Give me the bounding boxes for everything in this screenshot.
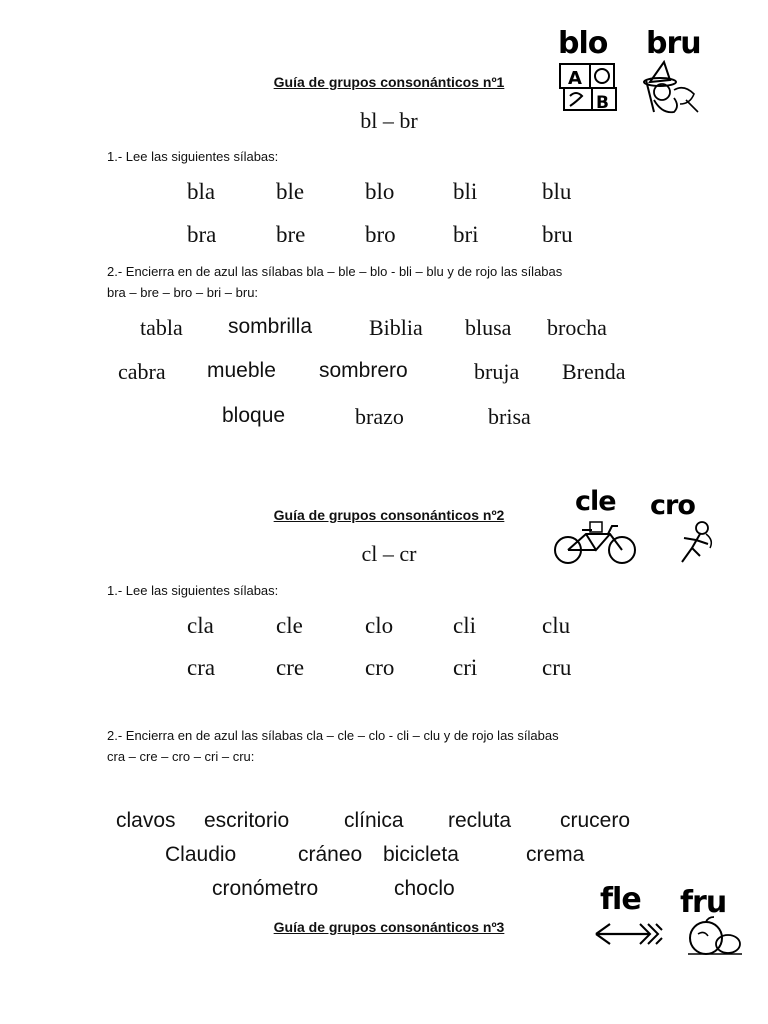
g2-syllable-cli: cli	[453, 613, 476, 638]
guide1-instruction-1: 1.- Lee las siguientes sílabas:	[107, 149, 279, 164]
g1-word-brazo: brazo	[355, 404, 404, 429]
g1-word-brenda: Brenda	[562, 359, 626, 384]
guide1-pair-title: bl – br	[360, 108, 418, 133]
g1-syllable-bru: bru	[542, 222, 573, 247]
guide2-instruction-2-line2: cra – cre – cro – cri – cru:	[107, 749, 255, 764]
g1-word-bloque: bloque	[222, 404, 286, 427]
g2-syllable-cra: cra	[187, 655, 216, 680]
g1-word-cabra: cabra	[118, 359, 166, 384]
g1-syllable-ble: ble	[276, 179, 305, 204]
guide1-heading: Guía de grupos consonánticos nº1	[273, 74, 505, 90]
g2-syllable-cla: cla	[187, 613, 214, 638]
g1-word-brisa: brisa	[488, 404, 531, 429]
guide2-pair-title: cl – cr	[361, 541, 417, 566]
g2-syllable-cre: cre	[276, 655, 305, 680]
g2-syllable-cru: cru	[542, 655, 572, 680]
g1-word-brocha: brocha	[547, 315, 607, 340]
g1-syllable-blo: blo	[365, 179, 395, 204]
g2-syllable-cri: cri	[453, 655, 478, 680]
g2-word-clinica: clínica	[344, 809, 404, 832]
g1-syllable-bro: bro	[365, 222, 396, 247]
guide1-instruction-2-line1: 2.- Encierra en de azul las sílabas bla – ble – blo - bli – blu y de rojo las sílabas	[107, 264, 563, 279]
g2-word-escritorio: escritorio	[204, 809, 290, 832]
g1-syllable-blu: blu	[542, 179, 572, 204]
guide2-instruction-2-line1: 2.- Encierra en de azul las sílabas cla – cle – clo - cli – clu y de rojo las sílabas	[107, 728, 559, 743]
badge-bru: bru	[646, 26, 701, 61]
g1-syllable-bri: bri	[453, 222, 479, 247]
g1-syllable-bre: bre	[276, 222, 306, 247]
g2-syllable-clo: clo	[365, 613, 394, 638]
guide2-instruction-1: 1.- Lee las siguientes sílabas:	[107, 583, 279, 598]
g2-syllable-cro: cro	[365, 655, 395, 680]
g2-word-crema: crema	[526, 843, 585, 866]
g2-word-choclo: choclo	[394, 877, 455, 900]
g1-word-sombrilla: sombrilla	[228, 315, 313, 338]
g1-syllable-bli: bli	[453, 179, 478, 204]
g2-word-clavos: clavos	[116, 809, 176, 832]
g1-syllable-bla: bla	[187, 179, 216, 204]
g1-syllable-bra: bra	[187, 222, 217, 247]
abc-blocks-illustration	[556, 62, 620, 114]
badge-fle: fle	[600, 882, 641, 917]
g1-word-tabla: tabla	[140, 315, 183, 340]
g2-word-claudio: Claudio	[165, 843, 237, 866]
block-letter-a: A	[568, 68, 582, 89]
g2-syllable-cle: cle	[276, 613, 303, 638]
bicycle-illustration	[552, 520, 640, 566]
g1-word-biblia: Biblia	[369, 315, 423, 340]
runner-illustration	[672, 520, 720, 566]
guide1-instruction-2-line2: bra – bre – bro – bri – bru:	[107, 285, 259, 300]
badge-cle: cle	[575, 486, 616, 517]
fruit-illustration	[684, 916, 744, 958]
guide2-heading: Guía de grupos consonánticos nº2	[273, 507, 505, 523]
guide3-heading: Guía de grupos consonánticos nº3	[273, 919, 505, 935]
arrow-illustration	[594, 920, 664, 948]
block-letter-b: B	[596, 93, 609, 113]
g2-word-crucero: crucero	[560, 809, 631, 832]
g1-word-mueble: mueble	[207, 359, 276, 382]
g1-word-bruja: bruja	[474, 359, 520, 384]
badge-blo: blo	[558, 26, 608, 61]
g1-word-blusa: blusa	[465, 315, 512, 340]
g2-word-recluta: recluta	[448, 809, 512, 832]
g1-word-sombrero: sombrero	[319, 359, 408, 382]
g2-word-craneo: cráneo	[298, 843, 363, 866]
badge-fru: fru	[680, 885, 727, 920]
badge-cro: cro	[650, 490, 695, 521]
g2-word-cronometro: cronómetro	[212, 877, 319, 900]
g2-word-bicicleta: bicicleta	[383, 843, 459, 866]
witch-illustration	[640, 60, 704, 114]
g2-syllable-clu: clu	[542, 613, 571, 638]
